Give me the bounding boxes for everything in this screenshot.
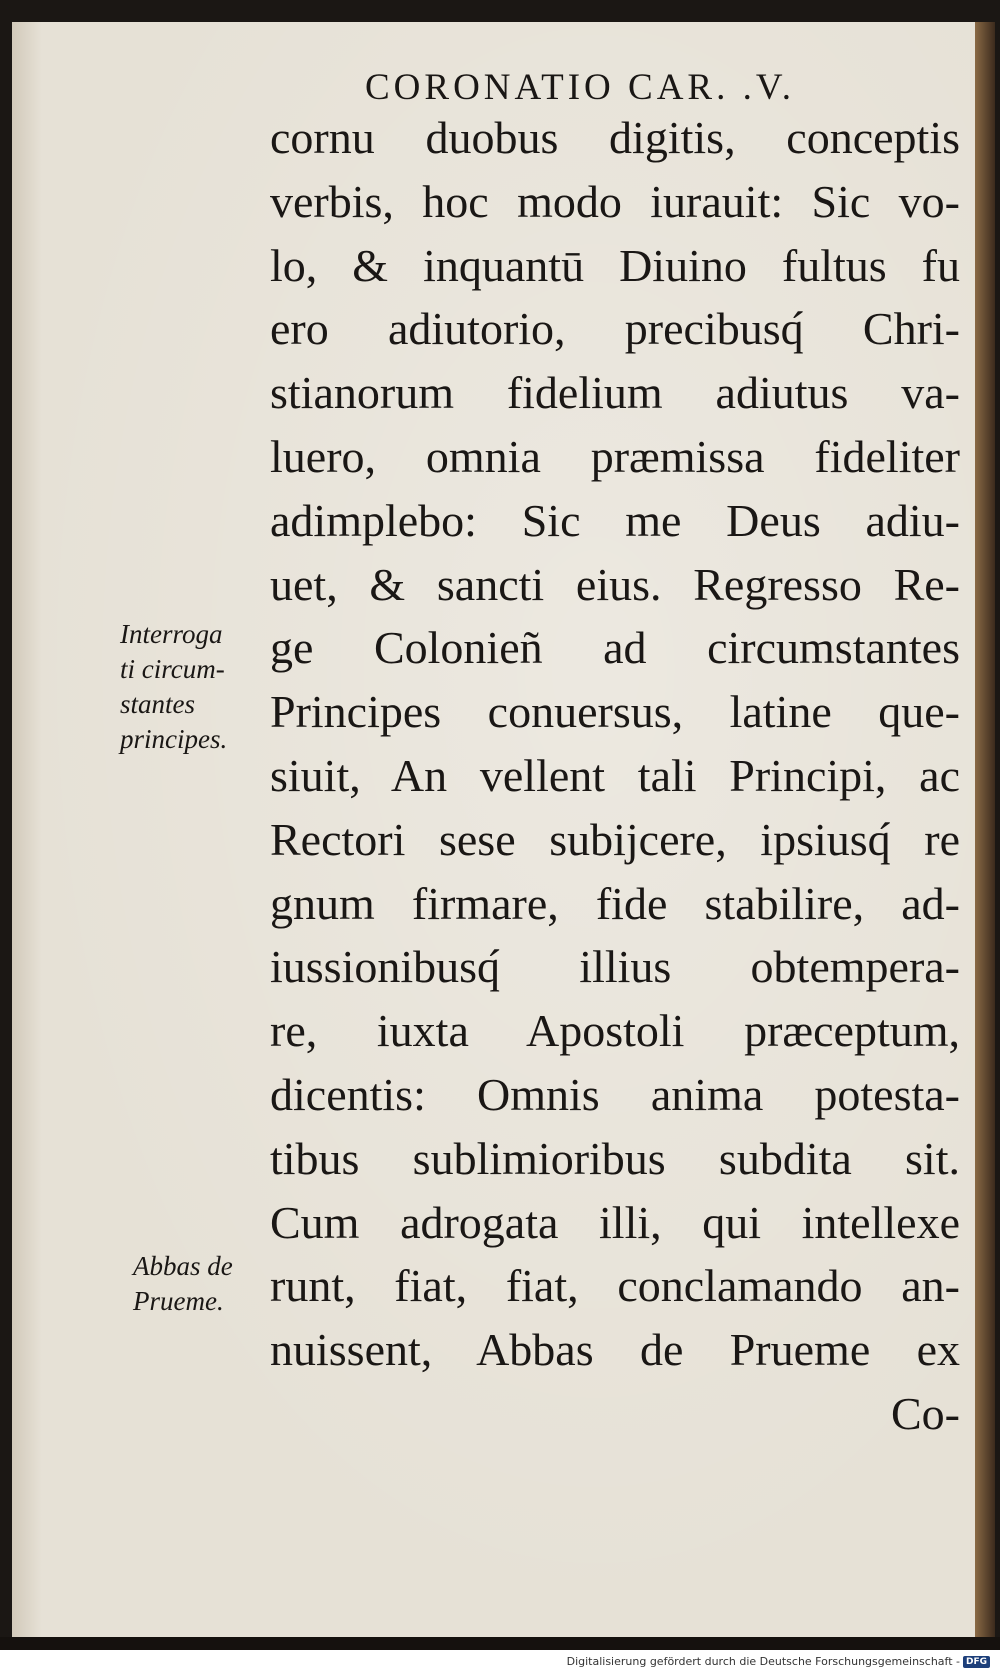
margin-note-line: ti circum- (120, 654, 225, 684)
text-line: uet, & sancti eius. Regresso Re- (270, 558, 960, 610)
margin-note-abbas (133, 1249, 233, 1319)
text-line: Cum adrogata illi, qui intellexe (270, 1196, 960, 1248)
text-line: runt, fiat, fiat, conclamando an- (270, 1260, 960, 1312)
text-line: dicentis: Omnis anima potesta- (270, 1068, 960, 1120)
margin-note-line: principes. (120, 724, 228, 754)
text-line: ero adiutorio, precibusq́ Chri- (270, 303, 960, 355)
text-line: stianorum fidelium adiutus va- (270, 367, 960, 419)
text-line: lo, & inquantū Diuino fultus fu (270, 239, 960, 291)
margin-note-line: stantes (120, 689, 196, 719)
page-edge (975, 22, 995, 1637)
text-line: Principes conuersus, latine que- (270, 686, 960, 738)
margin-note-interrogati (120, 617, 227, 757)
digitization-footer (0, 1655, 990, 1668)
text-line: gnum firmare, fide stabilire, ad- (270, 877, 960, 929)
text-line: luero, omnia præmissa fideliter (270, 430, 960, 482)
text-line: siuit, An vellent tali Principi, ac (270, 749, 960, 801)
text-line: re, iuxta Apostoli præceptum, (270, 1005, 960, 1057)
text-line: ge Colonieñ ad circumstantes (270, 622, 960, 674)
bottom-edge (0, 1637, 1000, 1650)
text-line: cornu duobus digitis, conceptis (270, 112, 960, 163)
dfg-logo: DFG (963, 1656, 990, 1668)
margin-note-line: Interroga (120, 619, 223, 649)
text-line: verbis, hoc modo iurauit: Sic vo- (270, 175, 960, 227)
text-line: adimplebo: Sic me Deus adiu- (270, 494, 960, 546)
running-head: CORONATIO CAR. .V. (365, 67, 796, 108)
margin-note-line: Abbas de (133, 1251, 233, 1281)
text-line: tibus sublimioribus subdita sit. (270, 1132, 960, 1184)
text-line: Rectori sese subijcere, ipsiusq́ re (270, 813, 960, 865)
body-text (270, 106, 970, 1446)
footer-text: Digitalisierung gefördert durch die Deutsche Forschungsgemeinschaft - (566, 1655, 960, 1668)
margin-note-line: Prueme. (133, 1286, 224, 1316)
text-line: nuissent, Abbas de Prueme ex (270, 1324, 960, 1376)
catchword: Co- (891, 1387, 960, 1439)
text-line: iussionibusq́ illius obtempera- (270, 941, 960, 993)
